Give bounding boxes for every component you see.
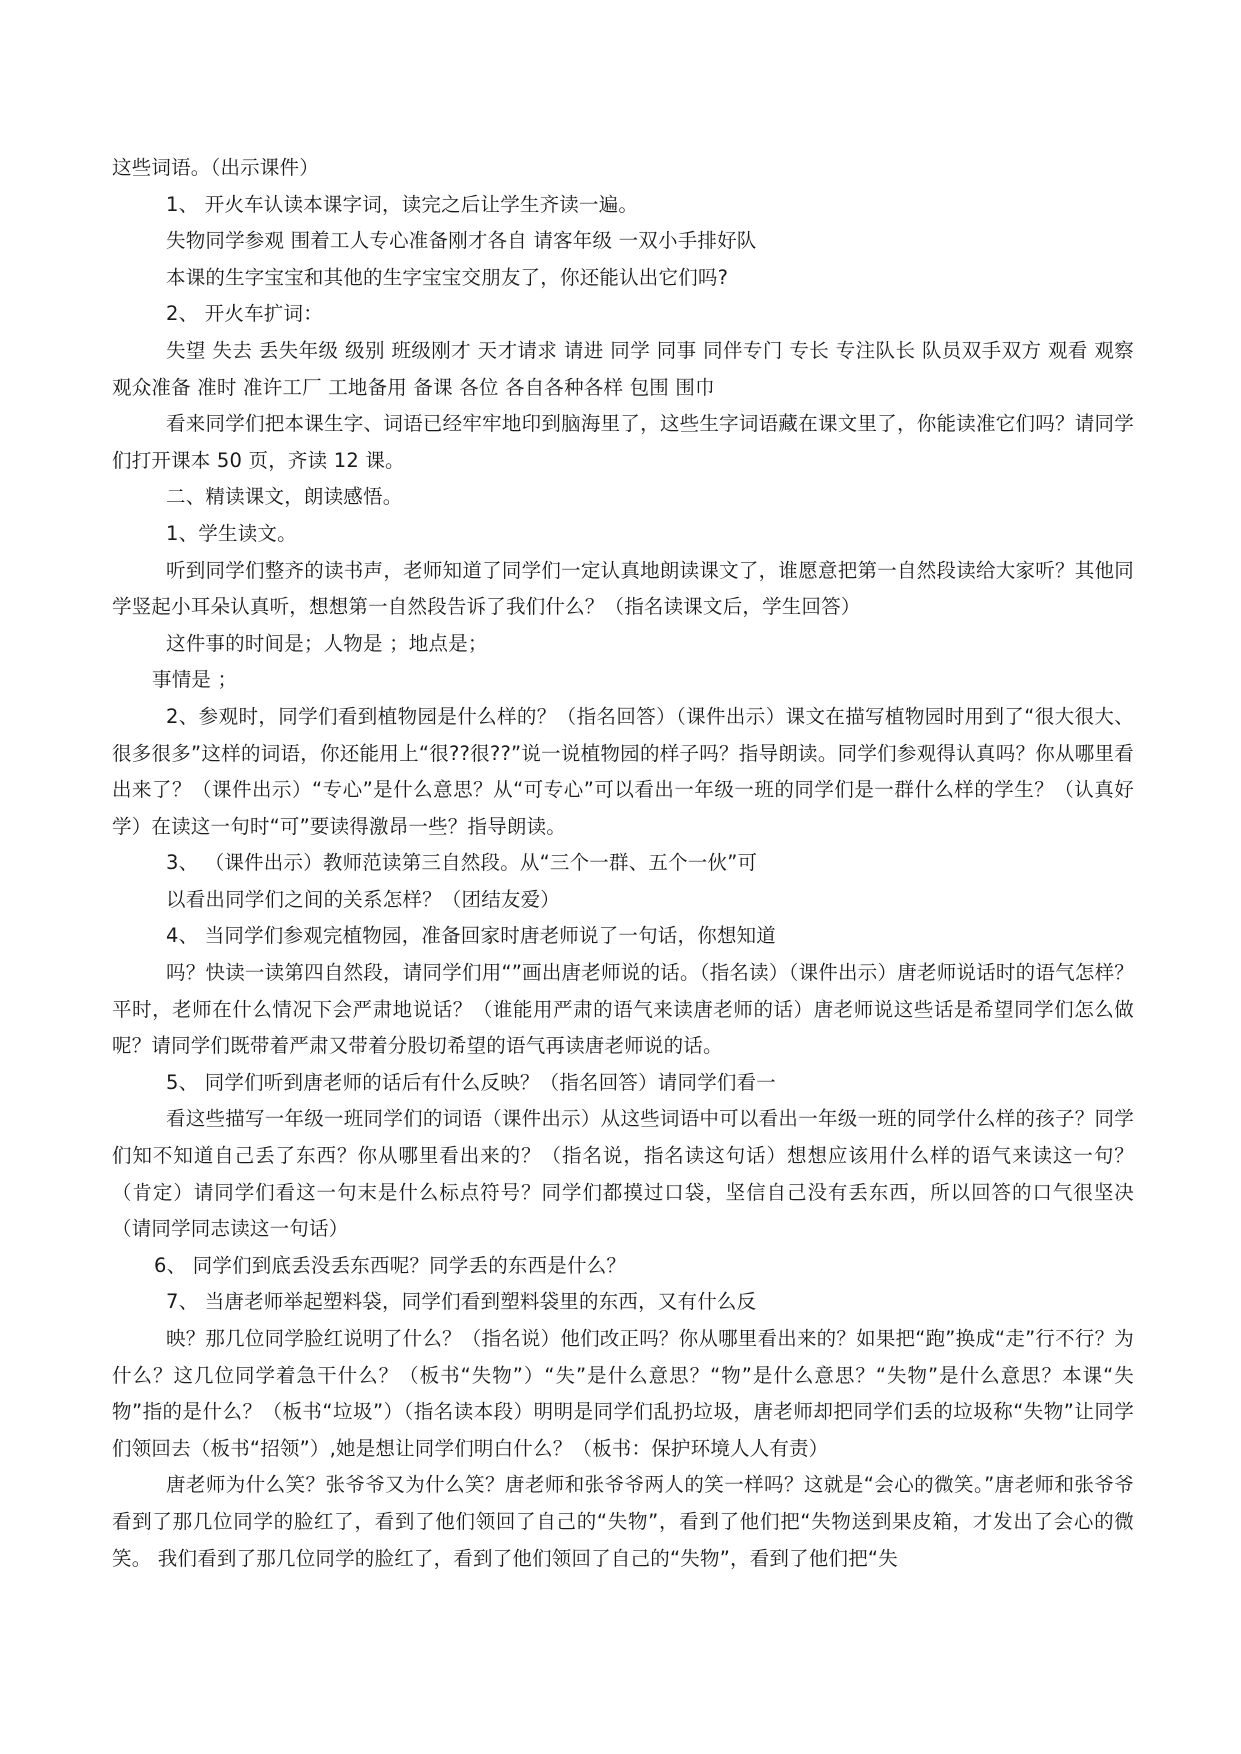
paragraph-transition: 看来同学们把本课生字、词语已经牢牢地印到脑海里了，这些生字词语藏在课文里了，你能读准它们吗？请同学们打开课本 50 页，齐读 12 课。 <box>112 412 1134 472</box>
paragraph-item-6: 6、 同学们到底丢没丢东西呢？同学丢的东西是什么？ <box>154 1253 627 1277</box>
paragraph-intro: 这些词语。（出示课件） <box>112 156 319 179</box>
paragraph-item-7-cont: 映？那几位同学脸红说明了什么？（指名说）他们改正吗？你从哪里看出来的？如果把“跑”换成“走”行不行？为什么？这几位同学着急干什么？（板书“失物”）“失”是什么意思？“物”是什么意思？“失物”是什么意思？本课“失物”指的是什么？（板书“垃圾”）（指名读本段）明明是同学们乱扔垃圾，唐老师却把同学们丢的垃圾称“失物”让同学们领回去（板书“招领”）,她是想让同学们明白什么？（板书：保护环境人人有责） <box>112 1327 1134 1460</box>
paragraph-item-3: 3、 （课件出示）教师范读第三自然段。从“三个一群、五个一伙”可 <box>166 851 758 875</box>
paragraph-fill-in-2: 事情是 ； <box>152 668 238 692</box>
paragraph-step-2: 2、 开火车扩词： <box>166 302 323 326</box>
paragraph-question-1: 本课的生字宝宝和其他的生字宝宝交朋友了，你还能认出它们吗? <box>166 265 729 289</box>
section-heading-2: 二、精读课文，朗读感悟。 <box>166 485 403 509</box>
paragraph-read-1: 1、学生读文。 <box>166 521 297 545</box>
paragraph-word-list: 失物同学参观 围着工人专心准备刚才各自 请客年级 一双小手排好队 <box>166 229 757 253</box>
paragraph-item-3-cont: 以看出同学们之间的关系怎样？（团结友爱） <box>166 887 561 911</box>
paragraph-item-7: 7、 当唐老师举起塑料袋，同学们看到塑料袋里的东西，又有什么反 <box>166 1290 757 1314</box>
paragraph-item-2: 2、参观时，同学们看到植物园是什么样的？（指名回答）（课件出示）课文在描写植物园时用到了“很大很大、很多很多”这样的词语，你还能用上“很??很??”说一说植物园的样子吗？指导朗读。同学们参观得认真吗？你从哪里看出来了？（课件出示）“专心”是什么意思？从“可专心”可以看出一年级一班的同学们是一群什么样的学生？（认真好学）在读这一句时“可”要读得激昂一些？指导朗读。 <box>112 704 1134 838</box>
paragraph-item-5: 5、 同学们听到唐老师的话后有什么反映？（指名回答）请同学们看一 <box>166 1070 777 1094</box>
paragraph-smile: 唐老师为什么笑？张爷爷又为什么笑？唐老师和张爷爷两人的笑一样吗？这就是“会心的微笑。”唐老师和张爷爷看到了那几位同学的脸红了，看到了他们领回了自己的“失物”，看到了他们把“失物送到果皮箱，才发出了会心的微笑。 我们看到了那几位同学的脸红了，看到了他们领回了自己的“失物”，看到了他们把“失 <box>112 1473 1134 1570</box>
paragraph-item-5-cont: 看这些描写一年级一班同学们的词语（课件出示）从这些词语中可以看出一年级一班的同学什么样的孩子？同学们知不知道自己丢了东西？你从哪里看出来的？（指名说，指名读这句话）想想应该用什么样的语气来读这一句？（肯定）请同学们看这一句末是什么标点符号？同学们都摸过口袋，坚信自己没有丢东西，所以回答的口气很坚决（请同学同志读这一句话） <box>112 1107 1134 1241</box>
paragraph-fill-in-1: 这件事的时间是；人物是 ；地点是； <box>166 631 488 655</box>
paragraph-expand-words: 失望 失去 丢失年级 级别 班级刚才 天才请求 请进 同学 同事 同伴专门 专长 专注队长 队员双手双方 观看 观察 观众准备 准时 准许工厂 工地备用 备课 各位 各自各种各样 包围 围巾 <box>112 338 1134 399</box>
document-body <box>112 150 1134 1577</box>
paragraph-item-4-cont: 吗？快读一读第四自然段，请同学们用“”画出唐老师说的话。（指名读）（课件出示）唐老师说话时的语气怎样？平时，老师在什么情况下会严肃地说话？（谁能用严肃的语气来读唐老师的话）唐老师说这些话是希望同学们怎么做呢？请同学们既带着严肃又带着分股切希望的语气再读唐老师说的话。 <box>112 961 1134 1058</box>
paragraph-step-1: 1、 开火车认读本课字词，读完之后让学生齐读一遍。 <box>166 192 639 216</box>
paragraph-item-4: 4、 当同学们参观完植物园，准备回家时唐老师说了一句话，你想知道 <box>166 924 777 948</box>
paragraph-listen: 听到同学们整齐的读书声，老师知道了同学们一定认真地朗读课文了，谁愿意把第一自然段读给大家听？其他同学竖起小耳朵认真听，想想第一自然段告诉了我们什么？（指名读课文后，学生回答） <box>112 558 1134 619</box>
